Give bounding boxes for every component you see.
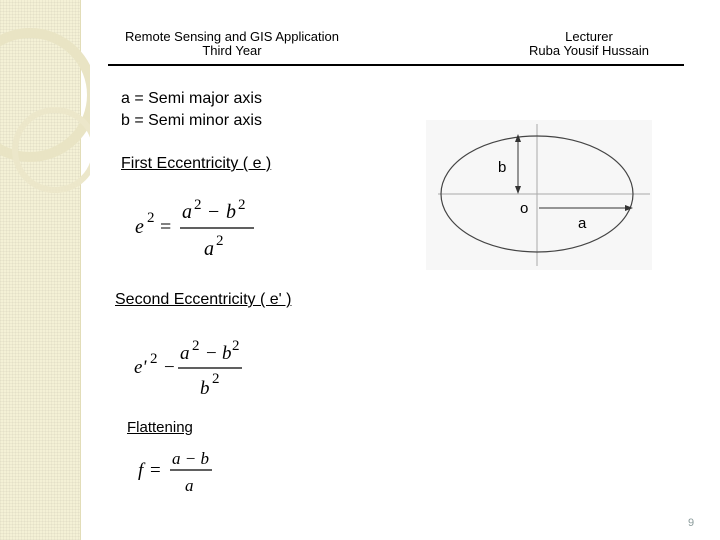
formula-den-a-exp: 2 <box>216 233 224 249</box>
semi-major-definition: a = Semi major axis <box>121 90 262 107</box>
formula-lhs-exp: 2 <box>150 351 158 367</box>
semi-minor-definition: b = Semi minor axis <box>121 112 262 129</box>
formula-num-b: b <box>226 201 236 223</box>
decorative-circles <box>0 0 90 220</box>
formula-num-b: b <box>222 343 232 364</box>
second-eccentricity-formula <box>130 334 270 404</box>
flattening-formula <box>134 446 234 501</box>
second-eccentricity-heading: Second Eccentricity ( e' ) <box>115 291 292 308</box>
formula-num: a − b <box>172 449 209 468</box>
formula-minus: − <box>206 343 217 364</box>
course-year: Third Year <box>202 43 262 58</box>
formula-num-a-exp: 2 <box>192 338 200 354</box>
svg-text:=: = <box>160 216 172 238</box>
lecturer-header <box>508 30 670 58</box>
formula-num-b-exp: 2 <box>232 338 240 354</box>
formula-num-b-exp: 2 <box>238 197 246 213</box>
formula-num-a-exp: 2 <box>194 197 202 213</box>
label-o: o <box>520 200 529 217</box>
formula-lhs: f <box>138 460 144 481</box>
formula-lhs: e' <box>134 357 147 378</box>
formula-num-a: a <box>180 343 190 364</box>
formula-lhs-exp: 2 <box>147 210 155 226</box>
formula-den-a: a <box>204 238 214 260</box>
formula-minus: − <box>208 201 220 223</box>
formula-lhs: e <box>135 216 144 238</box>
formula-den-b: b <box>200 378 210 399</box>
lecturer-name: Ruba Yousif Hussain <box>529 43 649 58</box>
page-number: 9 <box>688 517 695 529</box>
course-header <box>106 30 358 58</box>
course-title: Remote Sensing and GIS Application <box>125 29 339 44</box>
label-a: a <box>578 215 587 232</box>
formula-den: a <box>185 476 194 495</box>
ellipse-diagram <box>426 120 652 270</box>
header-divider <box>108 64 684 66</box>
lecturer-title: Lecturer <box>565 29 613 44</box>
svg-text:=: = <box>150 460 161 481</box>
diagram-background <box>426 120 652 270</box>
formula-num-a: a <box>182 201 192 223</box>
first-eccentricity-heading: First Eccentricity ( e ) <box>121 155 272 172</box>
first-eccentricity-formula <box>130 192 270 262</box>
svg-text:−: − <box>164 357 175 378</box>
flattening-heading: Flattening <box>127 419 193 436</box>
label-b: b <box>498 159 507 176</box>
formula-den-b-exp: 2 <box>212 371 220 387</box>
